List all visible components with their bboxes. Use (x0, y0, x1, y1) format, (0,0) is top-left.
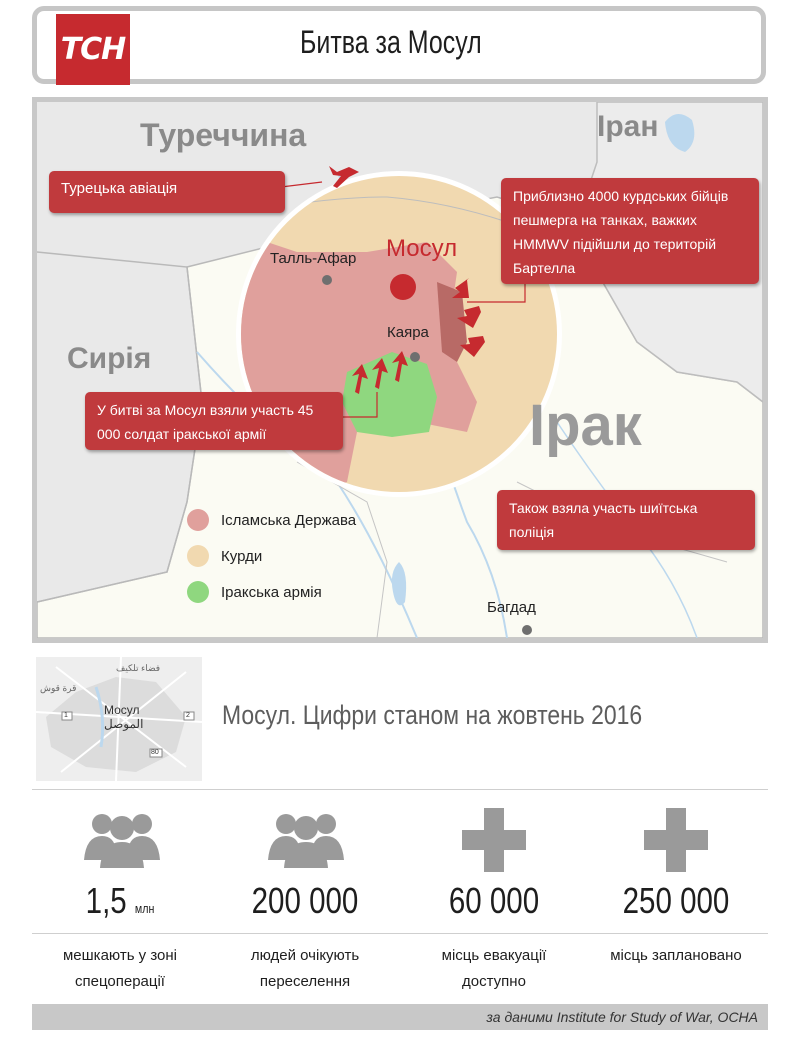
stat-desc-resettle (215, 943, 395, 995)
legend-item-iraqi-army (187, 574, 356, 610)
people-icon (268, 810, 344, 873)
country-label-syria: Сирія (67, 342, 152, 375)
tal-afar-dot (322, 275, 332, 285)
stat-desc-line: переселення (259, 973, 351, 990)
divider (32, 933, 768, 934)
country-label-iraq: Ірак (529, 393, 642, 458)
city-label-baghdad: Багдад (487, 599, 536, 616)
callout-shia-police: Також взяла участь шиїтська поліція (497, 490, 755, 550)
callout-iraqi-army: У битві за Мосул взяли участь 45 000 солдат іракської армії (85, 392, 343, 450)
stat-desc-line: мешкають у зоні (62, 947, 178, 964)
city-label-tal-afar: Талль-Афар (270, 250, 357, 267)
mosul-thumbnail-map (36, 657, 202, 781)
stat-value-residents (46, 880, 194, 922)
stat-unit: млн (134, 901, 155, 916)
legend-label: Іракська армія (221, 583, 322, 601)
thumb-road-1: 1 (64, 712, 68, 719)
map-legend (187, 502, 356, 610)
stat-desc-evac-available (404, 943, 584, 995)
legend-label: Ісламська Держава (221, 511, 357, 529)
city-label-mosul: Мосул (386, 235, 458, 262)
legend-dot-kurds (187, 545, 209, 567)
plus-icon (462, 808, 526, 877)
stat-value-evac-available: 60 000 (448, 880, 540, 921)
legend-item-kurds (187, 538, 356, 574)
stat-desc-line: доступно (462, 973, 526, 990)
legend-label: Курди (221, 547, 263, 565)
stat-desc-line: місць заплановано (610, 947, 742, 964)
stat-desc-residents (30, 943, 210, 995)
stat-desc-line: спецоперації (75, 973, 165, 990)
thumb-label-left: قرة قوش (40, 683, 77, 693)
baghdad-dot (522, 625, 532, 635)
thumb-label-top: فضاء تلكيف (116, 663, 161, 673)
country-label-turkey: Туреччина (140, 117, 307, 153)
divider (32, 789, 768, 790)
stat-value: 1,5 (85, 880, 127, 921)
callout-turkish-aviation: Турецька авіація (49, 171, 285, 213)
stats-subtitle: Мосул. Цифри станом на жовтень 2016 (222, 700, 643, 730)
legend-dot-isis (187, 509, 209, 531)
thumb-road-2: 2 (186, 712, 190, 719)
stat-value-resettle: 200 000 (251, 880, 359, 921)
tsn-logo: ТСН (56, 14, 130, 85)
legend-dot-iraqi-army (187, 581, 209, 603)
page-title: Битва за Мосул (300, 24, 482, 60)
stat-desc-line: людей очікують (250, 947, 360, 964)
stat-desc-evac-planned (586, 943, 766, 969)
thumb-city-arabic: الموصل (104, 717, 144, 731)
qayyarah-dot (410, 352, 420, 362)
people-icon (84, 810, 160, 873)
city-label-qayyarah: Каяра (387, 324, 429, 341)
country-label-iran: Іран (597, 110, 659, 143)
mosul-marker (390, 274, 416, 300)
thumb-road-80: 80 (151, 749, 159, 756)
plus-icon (644, 808, 708, 877)
source-footer: за даними Institute for Study of War, OCHA (32, 1004, 768, 1030)
map (32, 97, 768, 643)
legend-item-isis (187, 502, 356, 538)
callout-kurds: Приблизно 4000 курдських бійців пешмерга на танках, важких HMMWV підійшли до територій Бартелла (501, 178, 759, 284)
thumb-city-label: Мосул (104, 703, 140, 717)
stat-desc-line: місць евакуації (441, 947, 547, 964)
stat-value-evac-planned: 250 000 (622, 880, 730, 921)
